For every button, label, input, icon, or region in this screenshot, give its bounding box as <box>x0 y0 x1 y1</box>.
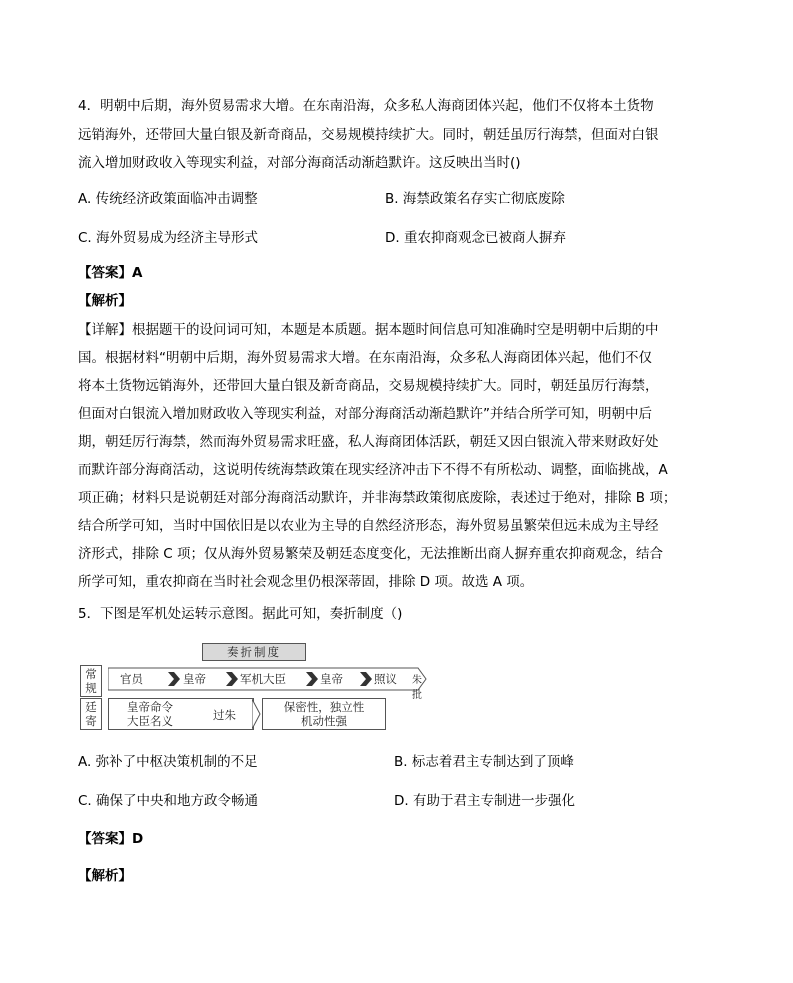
row1-label <box>80 665 102 697</box>
step-emperor-1: 皇帝 <box>183 672 206 686</box>
q4-detail-line-5: 期，朝廷厉行海禁，然而海外贸易需求旺盛，私人海商团体活跃，朝廷又因白银流入带来财政好处 <box>78 434 659 450</box>
q4-option-c: C. 海外贸易成为经济主导形式 <box>78 230 259 246</box>
q4-detail-line-3: 将本土货物远销海外，还带回大量白银及新奇商品，交易规模持续扩大。同时，朝廷虽厉行海禁， <box>78 378 659 394</box>
row2-right-box <box>262 698 386 730</box>
row2-left-text: 皇帝命令 大臣名义 <box>127 700 173 728</box>
row2-label <box>80 698 102 730</box>
q4-stem-line-2: 远销海外，还带回大量白银及新奇商品，交易规模持续扩大。同时，朝廷虽厉行海禁，但面对白银 <box>78 127 659 143</box>
step-vermilion: 朱批 <box>412 675 422 701</box>
memorial-system-diagram <box>80 643 430 733</box>
q4-stem-line-1: 4．明朝中后期，海外贸易需求大增。在东南沿海，众多私人海商团体兴起，他们不仅将本土货物 <box>78 98 654 114</box>
step-official: 官员 <box>120 672 143 686</box>
q4-detail-line-2: 国。根据材料“明朝中后期，海外贸易需求大增。在东南沿海，众多私人海商团体兴起，他们不仅 <box>78 350 652 366</box>
q4-stem-line-3: 流入增加财政收入等现实利益，对部分海商活动渐趋默许。这反映出当时() <box>78 155 521 171</box>
row2-right-text: 保密性，独立性 机动性强 <box>283 700 365 728</box>
q5-stem: 5．下图是军机处运转示意图。据此可知，奏折制度（) <box>78 606 403 622</box>
q4-detail-line-4: 但面对白银流入增加财政收入等现实利益，对部分海商活动渐趋默许”并结合所学可知，明朝中后 <box>78 406 652 422</box>
step-emperor-2: 皇帝 <box>320 672 343 686</box>
row2-left-box <box>108 698 254 730</box>
q5-option-a: A. 弥补了中枢决策机制的不足 <box>78 754 258 770</box>
step-approve: 照议 <box>374 672 397 686</box>
step-grand-councillor: 军机大臣 <box>240 672 286 686</box>
q4-detail-line-9: 济形式，排除 C 项；仅从海外贸易繁荣及朝廷态度变化，无法推断出商人摒弃重农抑商观念，结合 <box>78 546 664 562</box>
q5-option-d: D. 有助于君主专制进一步强化 <box>394 793 575 809</box>
q4-option-d: D. 重农抑商观念已被商人摒弃 <box>385 230 566 246</box>
q4-analysis-tag: 【解析】 <box>78 293 132 309</box>
row1-label-text: 常规 <box>85 667 97 695</box>
q4-option-a: A. 传统经济政策面临冲击调整 <box>78 191 258 207</box>
diagram-title: 奏折制度 <box>202 643 306 661</box>
row2-label-text: 廷寄 <box>85 700 97 728</box>
q4-detail-line-8: 结合所学可知，当时中国依旧是以农业为主导的自然经济形态，海外贸易虽繁荣但远未成为主导经 <box>78 518 659 534</box>
q5-option-c: C. 确保了中央和地方政令畅通 <box>78 793 259 809</box>
row1-steps <box>108 667 428 701</box>
q4-answer <box>78 263 142 283</box>
q4-option-b: B. 海禁政策名存实亡彻底废除 <box>385 191 565 207</box>
q4-detail-line-6: 而默许部分海商活动，这说明传统海禁政策在现实经济冲击下不得不有所松动、调整，面临挑战，A <box>78 462 668 478</box>
q5-option-b: B. 标志着君主专制达到了顶峰 <box>394 754 574 770</box>
q4-detail-line-1: 【详解】根据题干的设问词可知，本题是本质题。据本题时间信息可知准确时空是明朝中后期的中 <box>78 322 659 338</box>
answer-tag: 【答案】 <box>78 265 132 281</box>
q5-answer <box>78 829 143 849</box>
answer-tag: 【答案】 <box>78 831 132 847</box>
row2-mid-text: 过朱 <box>213 708 236 722</box>
row2-arrow <box>252 698 262 730</box>
answer-value: D <box>132 831 144 847</box>
q5-analysis-tag: 【解析】 <box>78 868 132 884</box>
answer-value: A <box>132 265 143 281</box>
q4-detail-line-7: 项正确；材料只是说朝廷对部分海商活动默许，并非海禁政策彻底废除，表述过于绝对，排除 B 项； <box>78 490 677 506</box>
q4-detail-line-10: 所学可知，重农抑商在当时社会观念里仍根深蒂固，排除 D 项。故选 A 项。 <box>78 574 534 590</box>
